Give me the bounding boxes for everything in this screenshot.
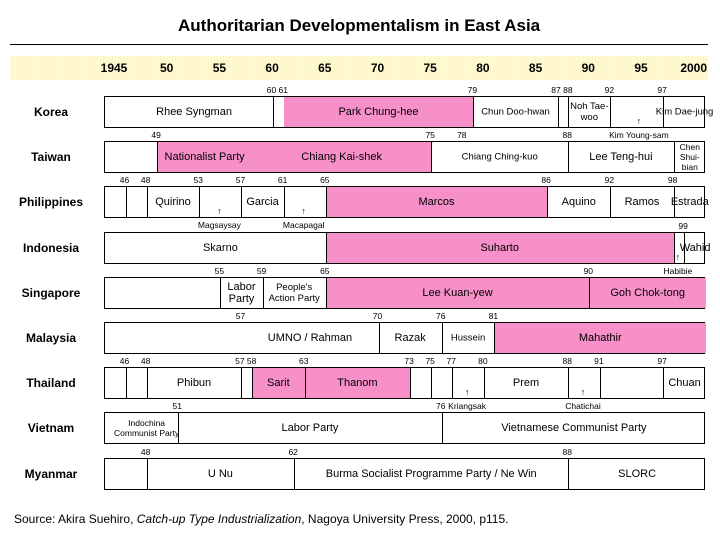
below-annotation: Kriangsak [448, 401, 486, 412]
leader-label: Sarit [267, 377, 290, 390]
country-label-indonesia: Indonesia [22, 240, 79, 255]
leader-label: Thanom [337, 377, 378, 390]
leader-label: Goh Chok-tong [610, 286, 685, 299]
year-tick-label: 55 [212, 61, 227, 75]
below-annotation: Macapagal [282, 220, 325, 231]
period-divider [284, 187, 285, 217]
year-annotation: 57 58 [235, 356, 257, 367]
leader-label: Noh Tae- woo [570, 101, 609, 123]
year-annotation: 62 [288, 446, 298, 457]
leader-label: UMNO / Rahman [267, 332, 353, 344]
leader-label: Vietnamese Communist Party [501, 422, 647, 435]
year-annotation: 78 [457, 130, 467, 141]
timeline-bar-indonesia [104, 232, 711, 264]
year-tick-label: 95 [634, 61, 648, 75]
leader-label: Aquino [561, 196, 596, 209]
year-annotation: 70 [372, 311, 383, 321]
period-divider [610, 97, 611, 127]
year-annotation: 97 [657, 85, 667, 95]
year-annotation: 48 [140, 446, 151, 457]
period-divider [326, 278, 327, 308]
leader-label: Wahid [679, 241, 711, 254]
year-annotation: 79 [467, 85, 478, 95]
period-divider [494, 323, 495, 353]
year-annotation: 76 [436, 311, 446, 321]
country-label-thailand: Thailand [26, 376, 76, 391]
year-tick-label: 80 [476, 61, 490, 75]
period-divider [663, 368, 664, 398]
country-label-singapore: Singapore [21, 285, 81, 300]
country-label-vietnam: Vietnam [27, 421, 75, 436]
period-divider [547, 187, 548, 217]
period-divider [241, 187, 242, 217]
year-annotation: 60 61 [266, 85, 288, 95]
source-book-title: Catch-up Type Industrialization [136, 512, 302, 526]
year-annotation: 81 [488, 311, 499, 321]
leader-label: Labor Party [281, 422, 339, 435]
year-annotation: 57 [235, 311, 246, 321]
year-annotation: 80 [478, 356, 488, 367]
period-divider [431, 142, 432, 172]
leader-label: Chuan [668, 377, 701, 390]
period-divider [452, 368, 453, 398]
year-annotation: 76 [436, 401, 446, 412]
year-annotation: 57 [235, 175, 246, 186]
period-divider [294, 459, 295, 489]
year-annotation: 77 [446, 356, 456, 367]
period-divider [241, 368, 242, 398]
up-arrow-icon: ↑ [580, 387, 586, 398]
period-divider [126, 368, 127, 398]
leader-label: Razak [394, 332, 426, 344]
below-annotation: Kim Young-sam [609, 130, 669, 140]
leader-label: Marcos [418, 196, 455, 209]
leader-label: Prem [512, 377, 540, 390]
period-divider [568, 97, 569, 127]
period-divider [252, 368, 253, 398]
leader-label: Skarno [202, 241, 238, 254]
period-divider [589, 278, 590, 308]
leader-label: Burma Socialist Programme Party / Ne Win [325, 467, 537, 480]
period-divider [568, 368, 569, 398]
up-arrow-icon: ↑ [217, 206, 222, 217]
leader-label: U Nu [207, 467, 233, 480]
year-annotation: 75 [425, 130, 435, 141]
year-annotation: 97 [657, 356, 667, 367]
year-annotation: 91 [594, 356, 604, 367]
leader-label: Garcia [246, 196, 279, 209]
period-divider [568, 142, 569, 172]
period-divider [610, 187, 611, 217]
country-label-myanmar: Myanmar [24, 466, 78, 481]
country-label-korea: Korea [33, 105, 68, 119]
period-divider [305, 368, 306, 398]
period-divider [410, 368, 411, 398]
diagram-title: Authoritarian Developmentalism in East Asia [178, 16, 541, 35]
year-annotation: 55 [214, 265, 225, 276]
leader-label: Chiang Ching-kuo [461, 151, 538, 163]
timeline-bar-myanmar [104, 458, 705, 490]
up-arrow-icon: ↑ [464, 387, 470, 398]
period-divider [442, 413, 443, 443]
period-divider [147, 187, 148, 217]
year-tick-label: 90 [581, 61, 595, 75]
title-rule [10, 44, 708, 45]
year-annotation: 63 [298, 356, 309, 367]
period-divider [126, 187, 127, 217]
year-annotation: 46 [119, 175, 130, 186]
leader-label: Lee Kuan-yew [422, 286, 493, 299]
year-annotation: 75 [425, 356, 435, 367]
source-suffix: , Nagoya University Press, 2000, p115. [301, 512, 509, 526]
year-annotation: 65 [320, 265, 330, 276]
leader-label: Rhee Syngman [156, 106, 232, 118]
year-tick-label: 60 [265, 61, 279, 75]
year-annotation: 88 [562, 356, 572, 367]
period-divider [568, 459, 569, 489]
timeline-bar-thailand [104, 367, 705, 399]
year-annotation: 53 [193, 175, 204, 186]
period-divider [220, 278, 221, 308]
source-prefix: Source: Akira Suehiro, [14, 512, 137, 526]
leader-label: Chiang Kai-shek [301, 151, 382, 164]
year-annotation: 99 [678, 220, 688, 231]
leader-label: Chen Shui- bian [679, 142, 700, 173]
period-divider [199, 187, 200, 217]
period-divider [600, 368, 601, 398]
period-divider [484, 368, 485, 398]
year-annotation: 90 [583, 265, 594, 276]
year-annotation: 51 [172, 401, 182, 412]
year-annotation: 92 [604, 85, 615, 95]
year-tick-label: 1945 [100, 61, 128, 75]
leader-label: Labor Party [227, 280, 256, 305]
year-tick-label: 75 [423, 61, 437, 75]
year-annotation: 46 [119, 356, 130, 367]
up-arrow-icon: ↑ [301, 206, 306, 217]
leader-label: Nationalist Party [164, 151, 245, 164]
year-annotation: 65 [320, 175, 330, 186]
country-label-taiwan: Taiwan [31, 150, 71, 165]
year-annotation: 48 [140, 356, 151, 367]
period-divider [431, 368, 432, 398]
year-tick-label: 65 [318, 61, 332, 75]
leader-label: Phibun [176, 377, 212, 390]
leader-label: Quirino [155, 196, 191, 209]
timeline-bar-korea [104, 96, 714, 128]
period-divider [147, 368, 148, 398]
period-divider [473, 97, 474, 127]
period-divider [326, 187, 327, 217]
up-arrow-icon: ↑ [675, 251, 681, 262]
below-annotation: Chatichai [565, 401, 601, 412]
leader-label: Hussein [450, 332, 486, 344]
year-annotation: 87 88 [551, 85, 573, 95]
year-annotation: 59 [256, 265, 267, 276]
below-annotation: Magsaysay [197, 220, 241, 231]
year-tick-label: 2000 [680, 61, 708, 75]
timeline-bar-singapore [104, 277, 705, 309]
year-annotation: 49 [151, 130, 161, 141]
leader-label: Lee Teng-hui [589, 151, 653, 164]
timeline-bar-vietnam [104, 412, 705, 444]
period-divider [442, 323, 443, 353]
source-citation [14, 512, 508, 526]
leader-label: Chun Doo-hwan [481, 106, 550, 118]
country-label-malaysia: Malaysia [25, 331, 77, 345]
leader-label: Kim Dae-jung [655, 106, 714, 118]
below-annotation: Habibie [663, 265, 693, 276]
leader-label: Mahathir [578, 332, 622, 344]
year-annotation: 48 [140, 175, 151, 186]
year-annotation: 92 [604, 175, 615, 186]
year-annotation: 88 [562, 130, 572, 141]
year-annotation: 73 [404, 356, 414, 367]
year-tick-label: 50 [160, 61, 174, 75]
timeline-bar-taiwan [104, 141, 705, 173]
leader-label: Suharto [480, 241, 519, 254]
period-divider [674, 233, 675, 263]
leader-label: SLORC [618, 467, 657, 480]
leader-label: Estrada [670, 196, 709, 209]
period-divider [147, 459, 148, 489]
leader-label: Ramos [624, 196, 660, 209]
year-tick-label: 85 [528, 61, 543, 75]
year-annotation: 88 [562, 446, 572, 457]
year-annotation: 61 [277, 175, 288, 186]
country-label-philippines: Philippines [18, 195, 83, 210]
leader-label: Indochina Communist Party [114, 418, 180, 439]
period-divider [674, 142, 675, 172]
period-divider [379, 323, 380, 353]
year-annotation: 98 [667, 175, 678, 186]
timeline-bar-malaysia [104, 322, 705, 354]
period-divider [326, 233, 327, 263]
leader-label: People's Action Party [268, 281, 320, 304]
period-divider [157, 142, 158, 172]
period-divider [273, 97, 274, 127]
year-tick-label: 70 [370, 61, 385, 75]
period-divider [558, 97, 559, 127]
timeline-bar-philippines [104, 186, 709, 218]
year-annotation: 86 [541, 175, 551, 186]
period-divider [263, 278, 264, 308]
up-arrow-icon: ↑ [636, 116, 642, 126]
leader-label: Park Chung-hee [338, 106, 419, 118]
